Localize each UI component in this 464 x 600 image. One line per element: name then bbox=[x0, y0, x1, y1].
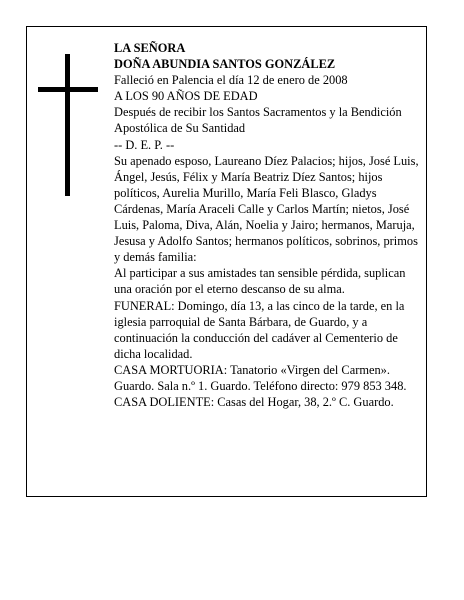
death-line: Falleció en Palencia el día 12 de enero de 2008 bbox=[114, 73, 348, 88]
request-paragraph: Al participar a sus amistades tan sensible pérdida, suplican una oración por el eterno descanso de su alma. bbox=[114, 266, 406, 297]
obituary-text bbox=[114, 40, 426, 410]
mourning-house-paragraph: CASA DOLIENTE: Casas del Hogar, 38, 2.º C. Guardo. bbox=[114, 395, 394, 410]
title-line-1: LA SEÑORA bbox=[114, 41, 186, 55]
cross-vertical-bar bbox=[65, 54, 70, 196]
funeral-paragraph: FUNERAL: Domingo, día 13, a las cinco de la tarde, en la iglesia parroquial de Santa Bárbara, de Guardo, y a continuación la conducción del cadáver al Cementerio de dicha localidad. bbox=[114, 298, 405, 361]
sacraments-paragraph: Después de recibir los Santos Sacramentos y la Bendición Apostólica de Su Santidad bbox=[114, 105, 402, 136]
cross-icon bbox=[38, 54, 98, 196]
age-line: A LOS 90 AÑOS DE EDAD bbox=[114, 89, 258, 104]
dep-line: -- D. E. P. -- bbox=[114, 137, 175, 152]
cross-horizontal-bar bbox=[38, 87, 98, 92]
deceased-name: DOÑA ABUNDIA SANTOS GONZÁLEZ bbox=[114, 57, 336, 72]
mortuary-paragraph: CASA MORTUORIA: Tanatorio «Virgen del Carmen». Guardo. Sala n.º 1. Guardo. Teléfono directo: 979 853 348. bbox=[114, 362, 407, 393]
family-paragraph: Su apenado esposo, Laureano Díez Palacios; hijos, José Luis, Ángel, Jesús, Félix y María Beatriz Díez Santos; hijos políticos, Aurelia Murillo, María Feli Blasco, Gladys Cárdenas, María Araceli Calle y Carlos Martín; nietos, José Luis, Paloma, Diva, Alán, Noelia y Jairo; hermanos, Maruja, Jesusa y Adolfo Santos; hermanos políticos, sobrinos, primos y demás familia: bbox=[114, 153, 419, 265]
